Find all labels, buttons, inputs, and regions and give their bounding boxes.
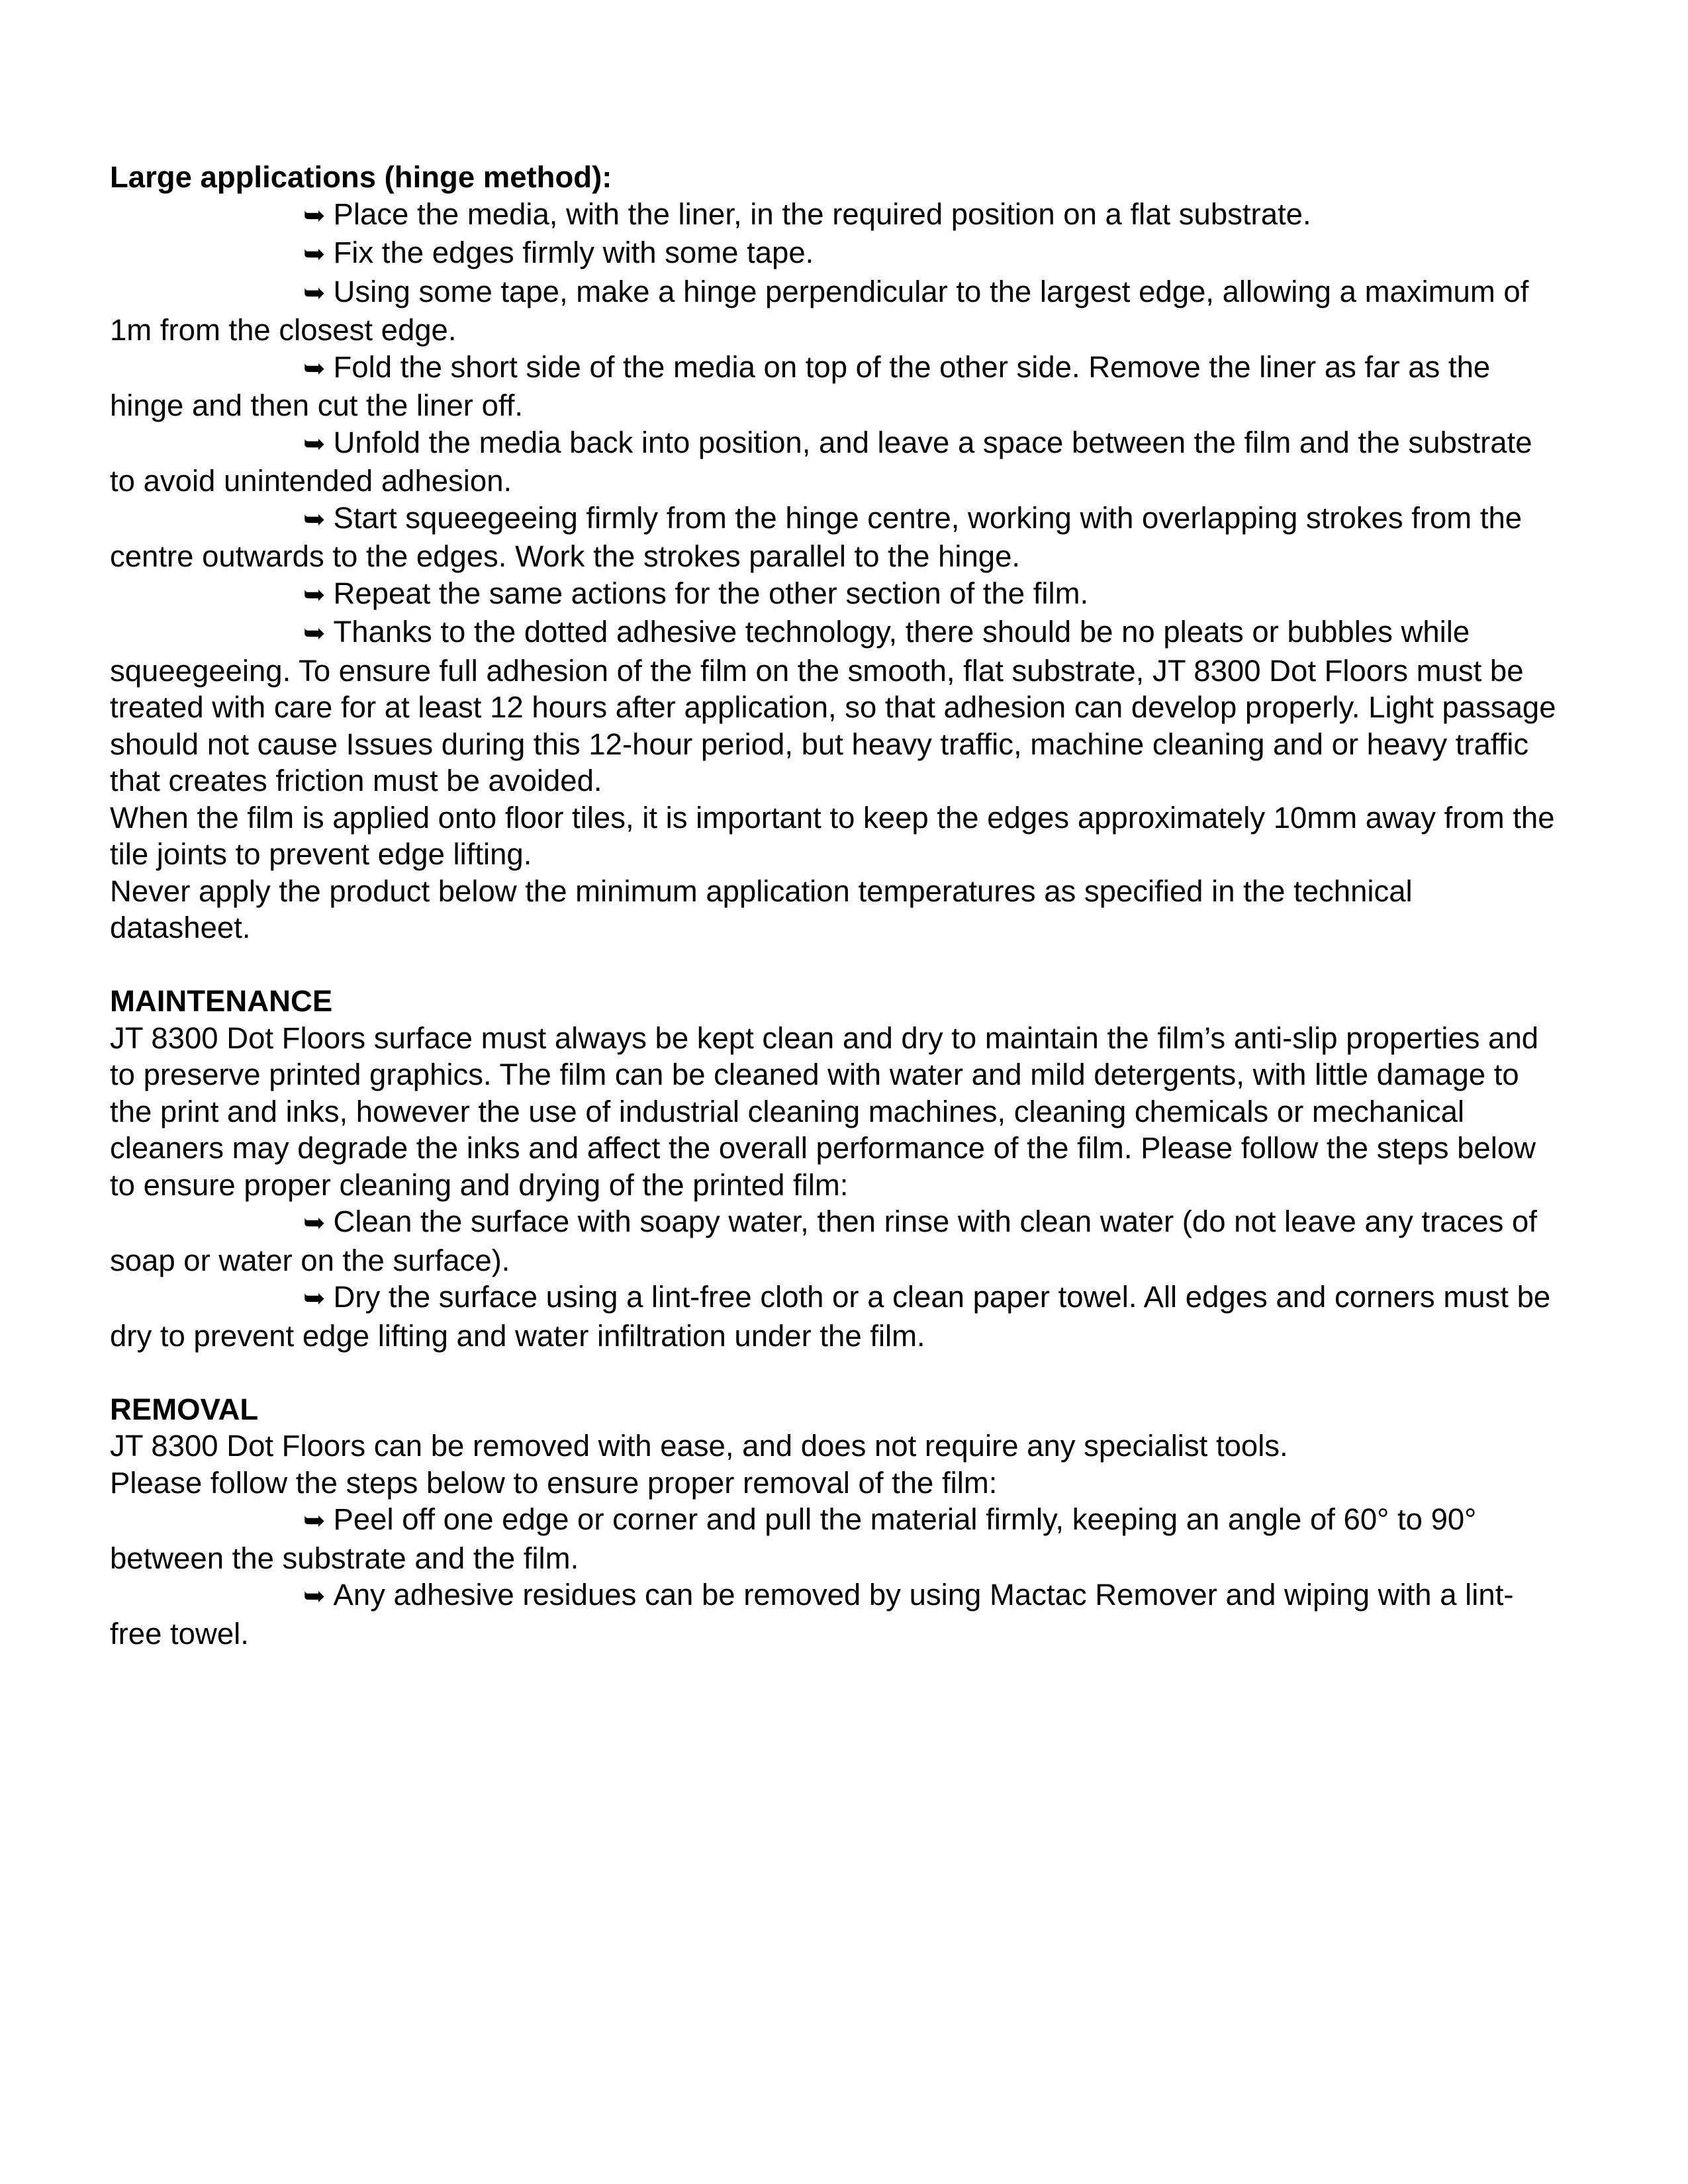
bullet-item bbox=[110, 1203, 1560, 1279]
bullet-text: Any adhesive residues can be removed by using Mactac Remover and wiping with a lint-free towel. bbox=[110, 1578, 1514, 1651]
bullet-item bbox=[110, 500, 1560, 575]
large-applications-steps bbox=[110, 196, 1560, 799]
bullet-item bbox=[110, 1576, 1560, 1652]
bullet-item bbox=[110, 575, 1560, 614]
bullet-text: Fold the short side of the media on top of the other side. Remove the liner as far as the hinge and then cut the liner off. bbox=[110, 349, 1491, 422]
arrow-bullet-icon: ➥ bbox=[303, 201, 326, 230]
bullet-text: Peel off one edge or corner and pull the material firmly, keeping an angle of 60° to 90° between the substrate and the film. bbox=[110, 1502, 1477, 1575]
bullet-item bbox=[110, 196, 1560, 235]
arrow-bullet-icon: ➥ bbox=[303, 619, 326, 648]
bullet-text: Place the media, with the liner, in the required position on a flat substrate. bbox=[333, 197, 1311, 231]
paragraph-floor-tiles: When the film is applied onto floor tiles, it is important to keep the edges approximately 10mm away from the tile joints to prevent edge lifting. bbox=[110, 800, 1555, 871]
bullet-text: Dry the surface using a lint-free cloth or a clean paper towel. All edges and corners must be dry to prevent edge lifting and water infiltration under the film. bbox=[110, 1280, 1551, 1353]
removal-intro-2: Please follow the steps below to ensure proper removal of the film: bbox=[110, 1465, 998, 1500]
bullet-item bbox=[110, 273, 1560, 349]
arrow-bullet-icon: ➥ bbox=[303, 353, 326, 383]
bullet-item bbox=[110, 614, 1560, 799]
bullet-text: Repeat the same actions for the other section of the film. bbox=[333, 576, 1089, 610]
bullet-text: Thanks to the dotted adhesive technology, there should be no pleats or bubbles while squeegeeing. To ensure full adhesion of the film on the smooth, flat substrate, JT 8300 Dot Floors must be treated with care for at least 12 hours after application, so that adhesion can develop properly. Light passage should not cause Issues during this 12-hour period, but heavy traffic, machine cleaning and or heavy traffic that creates friction must be avoided. bbox=[110, 615, 1556, 797]
bullet-item bbox=[110, 1501, 1560, 1576]
arrow-bullet-icon: ➥ bbox=[303, 1506, 326, 1535]
paragraph-temperature: Never apply the product below the minimum application temperatures as specified in the technical datasheet. bbox=[110, 874, 1413, 944]
maintenance-steps bbox=[110, 1203, 1560, 1354]
bullet-text: Unfold the media back into position, and leave a space between the film and the substrate to avoid unintended adhesion. bbox=[110, 425, 1532, 498]
bullet-item bbox=[110, 234, 1560, 273]
bullet-text: Clean the surface with soapy water, then rinse with clean water (do not leave any traces of soap or water on the surface). bbox=[110, 1205, 1537, 1277]
arrow-bullet-icon: ➥ bbox=[303, 1208, 326, 1238]
bullet-item bbox=[110, 1279, 1560, 1354]
bullet-text: Start squeegeeing firmly from the hinge centre, working with overlapping strokes from the centre outwards to the edges. Work the strokes parallel to the hinge. bbox=[110, 500, 1523, 573]
removal-intro-1: JT 8300 Dot Floors can be removed with ease, and does not require any specialist tools. bbox=[110, 1429, 1288, 1463]
heading-removal: REMOVAL bbox=[110, 1392, 259, 1426]
heading-large-applications: Large applications (hinge method): bbox=[110, 160, 612, 194]
arrow-bullet-icon: ➥ bbox=[303, 278, 326, 308]
maintenance-intro: JT 8300 Dot Floors surface must always be kept clean and dry to maintain the film’s anti-slip properties and to preserve printed graphics. The film can be cleaned with water and mild detergents, with little damage to the print and inks, however the use of industrial cleaning machines, cleaning chemicals or mechanical cleaners may degrade the inks and affect the overall performance of the film. Please follow the steps below to ensure proper cleaning and drying of the printed film: bbox=[110, 1021, 1539, 1202]
arrow-bullet-icon: ➥ bbox=[303, 1582, 326, 1611]
removal-steps bbox=[110, 1501, 1560, 1652]
arrow-bullet-icon: ➥ bbox=[303, 504, 326, 534]
bullet-item bbox=[110, 349, 1560, 424]
bullet-text: Using some tape, make a hinge perpendicular to the largest edge, allowing a maximum of 1m from the closest edge. bbox=[110, 274, 1529, 347]
document-body bbox=[110, 159, 1560, 1652]
heading-maintenance: MAINTENANCE bbox=[110, 984, 333, 1018]
bullet-item bbox=[110, 424, 1560, 500]
bullet-text: Fix the edges firmly with some tape. bbox=[333, 236, 814, 269]
arrow-bullet-icon: ➥ bbox=[303, 240, 326, 269]
arrow-bullet-icon: ➥ bbox=[303, 429, 326, 459]
arrow-bullet-icon: ➥ bbox=[303, 580, 326, 610]
arrow-bullet-icon: ➥ bbox=[303, 1284, 326, 1313]
